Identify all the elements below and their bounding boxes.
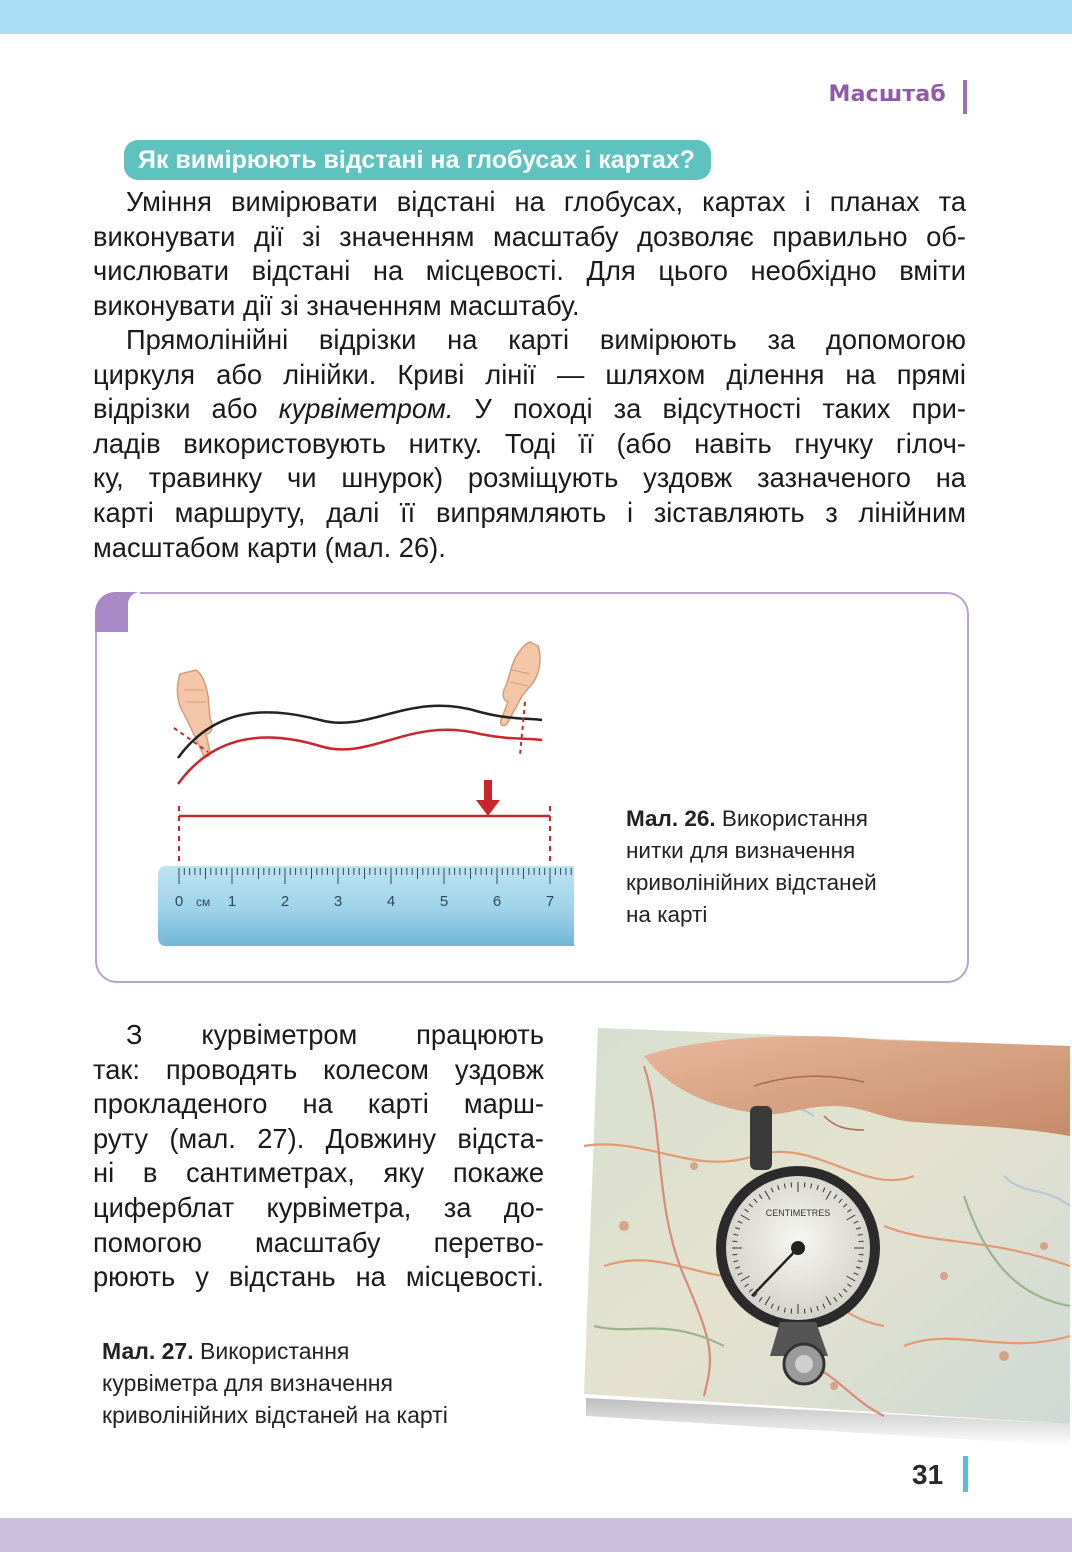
caption-text: Використання	[193, 1338, 350, 1364]
text-line: ні в сантиметрах, яку покаже	[93, 1157, 544, 1189]
ruler-number: 3	[333, 893, 343, 910]
down-arrow-icon	[476, 780, 500, 816]
figure-27-kurvimeter-photo	[584, 1026, 1072, 1446]
text-line: помогою масштабу перетво-	[93, 1226, 544, 1258]
dial-label: CENTIMETRES	[765, 1208, 831, 1218]
ruler-unit-label: см	[196, 895, 211, 909]
figure-26-thread-illustration	[150, 630, 580, 950]
text-line: ладів використовують нитку. Тоді її (або навіть гнучку гілоч-	[93, 427, 966, 459]
caption-text: криволінійних відстаней	[626, 870, 877, 895]
dial-tick	[791, 1182, 792, 1187]
dial-tick	[804, 1309, 805, 1314]
paragraph-measuring-skills	[93, 185, 966, 323]
text-line: виконувати дії зі значенням масштабу дозволяє правильно об-	[93, 220, 966, 252]
ruler-number: 4	[386, 893, 396, 910]
text-line: ку, травинку чи шнурок) розміщують уздовж зазначеного на	[93, 462, 966, 494]
text-line: рюють у відстань на місцевості.	[93, 1261, 544, 1293]
figure-27-caption	[102, 1335, 448, 1431]
kurvimeter-dial	[716, 1166, 880, 1330]
text-line: Прямолінійні відрізки на карті вимірюють за допомогою	[126, 324, 966, 355]
right-hand-icon	[501, 642, 540, 726]
dial-tick	[732, 1241, 737, 1242]
caption-number: Мал. 27.	[102, 1338, 194, 1364]
text-line: циферблат курвіметра, за до-	[93, 1191, 544, 1223]
page-number-divider	[963, 1456, 968, 1492]
text-line: виконувати дії зі значенням масштабу.	[93, 289, 580, 321]
text-line: карті маршруту, далі її випрямляють і зіставляють з лінійним	[93, 496, 966, 528]
paragraph-kurvimeter-usage	[93, 1018, 544, 1295]
dial-tick	[859, 1241, 864, 1242]
map-route-line	[178, 706, 542, 758]
page-number: 31	[912, 1459, 944, 1490]
kurvimeter-stem	[750, 1106, 772, 1170]
ruler-number: 7	[545, 893, 555, 910]
dial-tick	[791, 1309, 792, 1314]
running-head: Масштаб	[828, 82, 946, 107]
text-line: числювати відстані на місцевості. Для цього необхідно вміти	[93, 255, 966, 287]
dial-tick	[732, 1254, 737, 1255]
ruler-number: 0	[174, 893, 184, 910]
figure-26-caption	[626, 803, 877, 931]
caption-text: Використання	[715, 806, 868, 831]
text-fragment: відрізки або	[93, 393, 279, 425]
text-line: масштабом карти (мал. 26).	[93, 531, 446, 563]
figure-corner-tab	[95, 592, 139, 632]
caption-number: Мал. 26.	[626, 806, 716, 831]
ruler	[158, 866, 574, 946]
top-color-band	[0, 0, 1072, 34]
text-line: руту (мал. 27). Довжину відста-	[93, 1122, 544, 1154]
end-mark	[520, 702, 525, 755]
dial-tick	[859, 1254, 864, 1255]
thread-curve	[178, 730, 542, 784]
bottom-color-band	[0, 1518, 1072, 1552]
ruler-number: 2	[280, 893, 290, 910]
caption-text: на карті	[626, 902, 708, 927]
ruler-number: 1	[227, 893, 237, 910]
caption-text: нитки для визначення	[626, 838, 856, 863]
text-line: так: проводять колесом уздовж	[93, 1053, 544, 1085]
text-line: прокладеного на карті марш-	[93, 1088, 544, 1120]
caption-text: курвіметра для визначення	[102, 1370, 393, 1396]
caption-text: криволінійних відстаней на карті	[102, 1402, 448, 1428]
text-line	[93, 392, 966, 427]
text-line: З курвіметром працюють	[126, 1019, 544, 1050]
running-head-divider	[963, 80, 967, 114]
section-heading: Як вимірюють відстані на глобусах і картах?	[124, 140, 711, 180]
dial-tick	[804, 1182, 805, 1187]
text-fragment: У поході за відсутності таких при-	[453, 393, 966, 425]
text-line: Уміння вимірювати відстані на глобусах, картах і планах та	[126, 186, 966, 217]
paragraph-measuring-tools	[93, 323, 966, 565]
ruler-number: 6	[492, 893, 502, 910]
kurvimeter-term: курвіметром.	[278, 393, 454, 425]
text-line: циркуля або лінійки. Криві лінії — шляхом ділення на прямі	[93, 358, 966, 390]
ruler-number: 5	[439, 893, 449, 910]
